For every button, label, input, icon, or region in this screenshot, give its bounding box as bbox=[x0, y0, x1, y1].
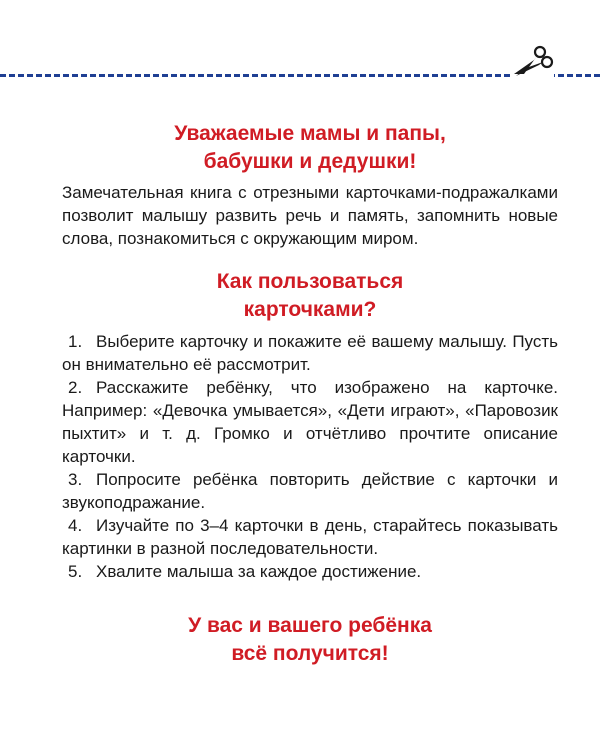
intro-paragraph: Замечательная книга с отрезными карточками-подражалками позволит малышу развить речь и память, запомнить новые слова, познакомиться с окружающим миром. bbox=[62, 183, 558, 248]
step-item bbox=[62, 376, 558, 468]
instructions-content bbox=[62, 120, 558, 583]
step-number: 4. bbox=[68, 516, 83, 535]
step-number: 1. bbox=[68, 332, 83, 351]
closing-line-1: У вас и вашего ребёнка bbox=[188, 614, 432, 637]
closing-block bbox=[62, 612, 558, 668]
step-text: Хвалите малыша за каждое достижение. bbox=[96, 562, 422, 581]
step-text: Попросите ребёнка повторить действие с карточки и звукоподражание. bbox=[62, 470, 558, 512]
step-number: 3. bbox=[68, 470, 83, 489]
step-item bbox=[62, 560, 558, 583]
howto-heading bbox=[62, 268, 558, 324]
step-item bbox=[62, 468, 558, 514]
closing-line-2: всё получится! bbox=[231, 642, 389, 665]
greeting-line-2: бабушки и дедушки! bbox=[203, 150, 417, 173]
howto-line-1: Как пользоваться bbox=[216, 270, 404, 293]
howto-line-2: карточками? bbox=[243, 298, 377, 321]
greeting-heading bbox=[62, 120, 558, 176]
step-text: Расскажите ребёнку, что изображено на карточке. Например: «Девочка умывается», «Дети играют», «Паровозик пыхтит» и т. д. Громко и отчётливо прочтите описание карточки. bbox=[62, 378, 558, 466]
step-text: Изучайте по 3–4 карточки в день, старайтесь показывать картинки в разной последовательности. bbox=[62, 516, 558, 558]
scissors-icon bbox=[510, 44, 554, 84]
greeting-line-1: Уважаемые мамы и папы, bbox=[174, 122, 446, 145]
closing-heading bbox=[62, 612, 558, 668]
step-number: 5. bbox=[68, 562, 83, 581]
step-number: 2. bbox=[68, 378, 83, 397]
steps-list bbox=[62, 330, 558, 583]
step-item bbox=[62, 330, 558, 376]
step-item bbox=[62, 514, 558, 560]
step-text: Выберите карточку и покажите её вашему малышу. Пусть он внимательно её рассмотрит. bbox=[62, 332, 558, 374]
